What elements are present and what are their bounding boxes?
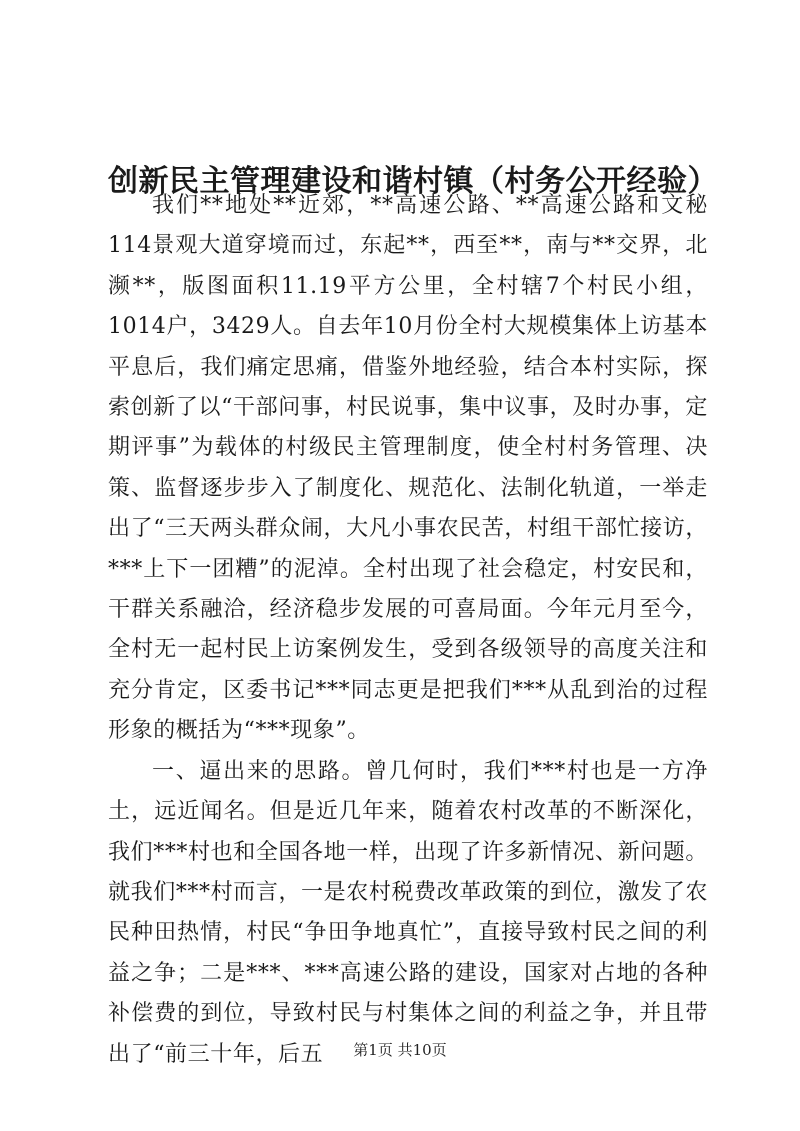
document-body bbox=[108, 186, 708, 1075]
page-footer bbox=[0, 1040, 800, 1060]
page-number: 第1页 共10页 bbox=[353, 1041, 447, 1059]
paragraph-section-one: 一、逼出来的思路。曾几何时，我们***村也是一方净土，远近闻名。但是近几年来，随着农村改革的不断深化，我们***村也和全国各地一样，出现了许多新情况、新问题。就我们***村而言，一是农村税费改革政策的到位，激发了农民种田热情，村民“争田争地真忙”，直接导致村民之间的利益之争；二是***、***高速公路的建设，国家对占地的各种补偿费的到位，导致村民与村集体之间的利益之争，并且带出了“前三十年，后五 bbox=[108, 758, 708, 1067]
page-title: 创新民主管理建设和谐村镇（村务公开经验） bbox=[108, 164, 718, 200]
paragraph-intro: 我们**地处**近郊，**高速公路、**高速公路和文秘114景观大道穿境而过，东起**，西至**，南与**交界，北濒**，版图面积11.19平方公里，全村辖7个村民小组，1014户，3429人。自去年10月份全村大规模集体上访基本平息后，我们痛定思痛，借鉴外地经验，结合本村实际，探索创新了以“干部问事，村民说事，集中议事，及时办事，定期评事”为载体的村级民主管理制度，使全村村务管理、决策、监督逐步步入了制度化、规范化、法制化轨道，一举走出了“三天两头群众闹，大凡小事农民苦，村组干部忙接访，***上下一团糟”的泥淖。全村出现了社会稳定，村安民和，干群关系融洽，经济稳步发展的可喜局面。今年元月至今，全村无一起村民上访案例发生，受到各级领导的高度关注和充分肯定，区委书记***同志更是把我们***从乱到治的过程形象的概括为“***现象”。 bbox=[108, 193, 708, 744]
